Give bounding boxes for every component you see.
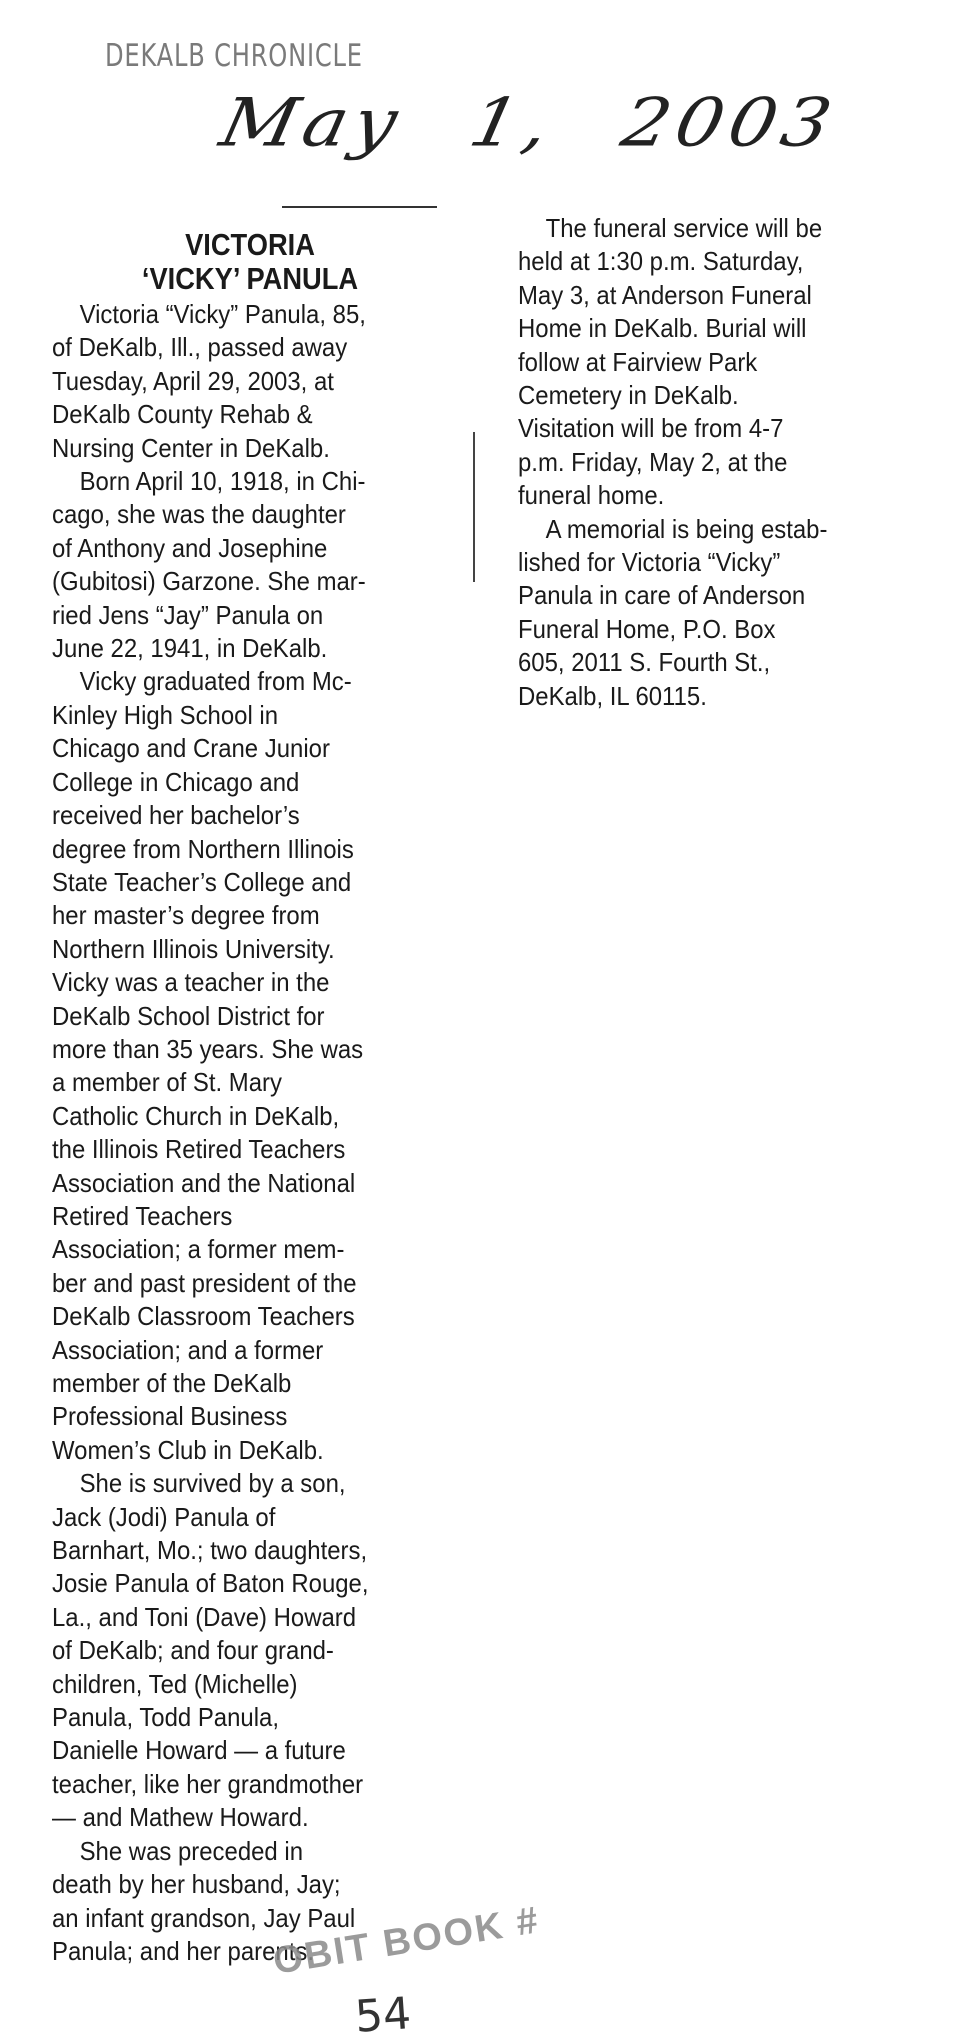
text-line: held at 1:30 p.m. Saturday, <box>518 246 804 277</box>
text-line: Born April 10, 1918, in Chi- <box>79 466 366 497</box>
text-line: lished for Victoria “Vicky” <box>518 547 781 578</box>
text-line: the Illinois Retired Teachers <box>52 1134 346 1165</box>
text-line: Panula; and her parents. <box>52 1935 314 1966</box>
right-column-text <box>518 212 854 713</box>
text-line: Victoria “Vicky” Panula, 85, <box>79 299 366 329</box>
obit-book-stamp: OBIT BOOK # <box>270 1899 543 1983</box>
text-line: received her bachelor’s <box>52 800 300 831</box>
text-line: Danielle Howard — a future <box>52 1735 346 1766</box>
text-line: of DeKalb; and four grand- <box>52 1635 334 1666</box>
text-line: She was preceded in <box>79 1835 304 1866</box>
text-line: June 22, 1941, in DeKalb. <box>52 633 328 664</box>
text-line: Panula in care of Anderson <box>518 580 806 611</box>
text-line: DeKalb County Rehab & <box>52 399 313 430</box>
text-line: Catholic Church in DeKalb, <box>52 1100 340 1131</box>
text-line: teacher, like her grandmother <box>52 1768 364 1799</box>
text-line: Tuesday, April 29, 2003, at <box>52 365 334 396</box>
text-line: follow at Fairview Park <box>518 346 758 377</box>
text-line: Retired Teachers <box>52 1200 233 1231</box>
text-line: degree from Northern Illinois <box>52 833 354 864</box>
text-line: Northern Illinois University. <box>52 933 335 964</box>
text-line: DeKalb, IL 60115. <box>518 680 707 711</box>
text-line: children, Ted (Michelle) <box>52 1668 298 1699</box>
text-line: La., and Toni (Dave) Howard <box>52 1601 357 1632</box>
text-line: ried Jens “Jay” Panula on <box>52 599 324 630</box>
text-line: of Anthony and Josephine <box>52 532 328 563</box>
obituary-headline <box>83 228 417 296</box>
text-line: p.m. Friday, May 2, at the <box>518 446 788 477</box>
text-line: The funeral service will be <box>545 213 823 243</box>
text-line: Association; a former mem- <box>52 1234 345 1265</box>
text-line: College in Chicago and <box>52 766 300 797</box>
text-line: funeral home. <box>518 480 665 511</box>
obit-book-number: 54 <box>353 1988 413 2043</box>
text-line: DeKalb Classroom Teachers <box>52 1301 355 1332</box>
text-line: of DeKalb, Ill., passed away <box>52 332 348 363</box>
text-line: DeKalb School District for <box>52 1000 325 1031</box>
text-line: Josie Panula of Baton Rouge, <box>52 1568 369 1599</box>
text-line: her master’s degree from <box>52 900 320 931</box>
text-line: Kinley High School in <box>52 699 279 730</box>
text-line: Nursing Center in DeKalb. <box>52 432 330 463</box>
text-line: Chicago and Crane Junior <box>52 733 330 764</box>
text-line: Vicky graduated from Mc- <box>79 666 352 697</box>
text-line: death by her husband, Jay; <box>52 1869 341 1900</box>
text-line: Panula, Todd Panula, <box>52 1702 279 1733</box>
text-line: A memorial is being estab- <box>545 513 828 544</box>
text-line: — and Mathew Howard. <box>52 1802 309 1833</box>
top-rule <box>282 206 437 208</box>
headline-line: VICTORIA <box>185 227 315 262</box>
text-line: Cemetery in DeKalb. <box>518 380 739 411</box>
text-line: a member of St. Mary <box>52 1067 282 1098</box>
text-line: Women’s Club in DeKalb. <box>52 1434 324 1465</box>
text-line: May 3, at Anderson Funeral <box>518 279 812 310</box>
text-line: Professional Business <box>52 1401 288 1432</box>
text-line: State Teacher’s College and <box>52 866 352 897</box>
text-line: Jack (Jodi) Panula of <box>52 1501 276 1532</box>
column-divider <box>473 432 475 582</box>
text-line: member of the DeKalb <box>52 1368 292 1398</box>
handwritten-date: May 1, 2003 <box>213 84 844 162</box>
text-line: Home in DeKalb. Burial will <box>518 313 807 344</box>
text-line: Barnhart, Mo.; two daughters, <box>52 1535 368 1566</box>
text-line: Association; and a former <box>52 1334 324 1365</box>
text-line: Association and the National <box>52 1167 356 1198</box>
headline-line: ‘VICKY’ PANULA <box>141 261 359 296</box>
text-line: an infant grandson, Jay Paul <box>52 1902 356 1933</box>
text-line: Funeral Home, P.O. Box <box>518 613 776 644</box>
text-line: Visitation will be from 4-7 <box>518 413 784 444</box>
text-line: cago, she was the daughter <box>52 499 346 530</box>
newspaper-source: DEKALB CHRONICLE <box>105 38 363 74</box>
text-line: Vicky was a teacher in the <box>52 967 330 998</box>
text-line: ber and past president of the <box>52 1267 357 1298</box>
text-line: (Gubitosi) Garzone. She mar- <box>52 566 366 597</box>
text-line: She is survived by a son, <box>79 1468 346 1499</box>
text-line: 605, 2011 S. Fourth St., <box>518 647 771 678</box>
text-line: more than 35 years. She was <box>52 1033 364 1064</box>
left-column-text <box>52 298 396 1968</box>
